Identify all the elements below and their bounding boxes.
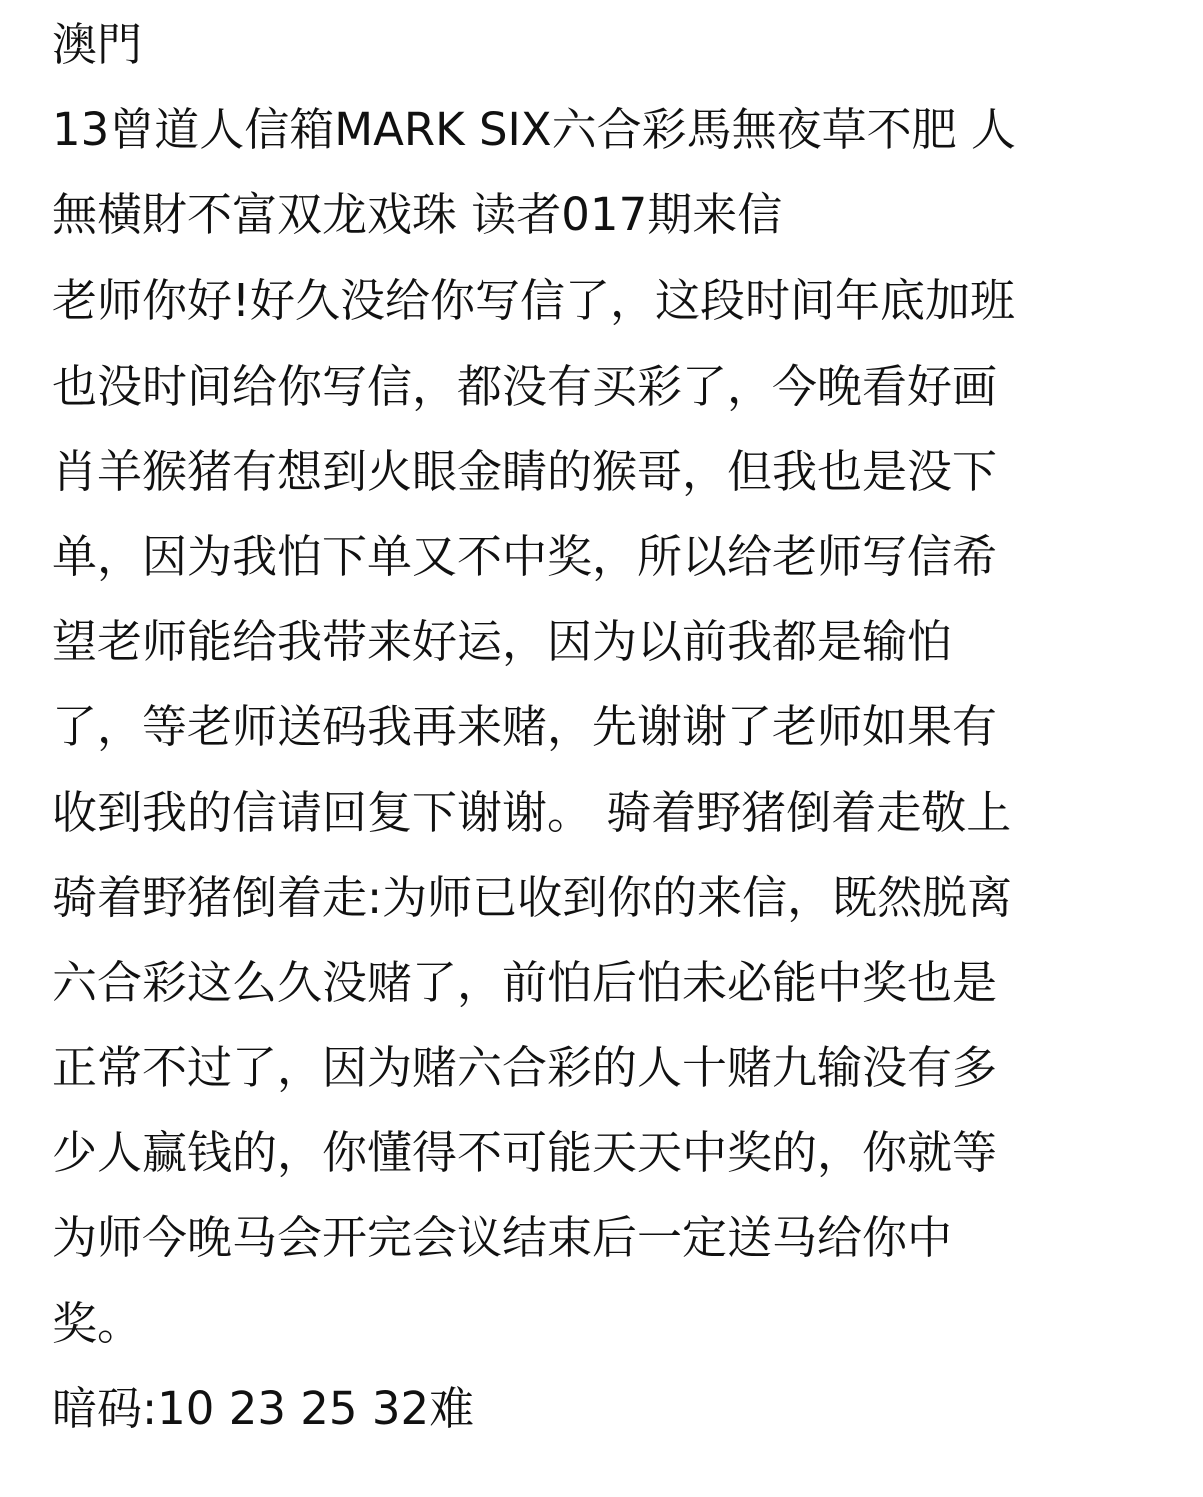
reply-line: 六合彩这么久没赌了，前怕后怕未必能中奖也是 [52, 956, 998, 1009]
location-heading: 澳門 [52, 18, 143, 71]
code-line: 暗码:10 23 25 32难 [52, 1382, 475, 1435]
letter-line: 望老师能给我带来好运，因为以前我都是输怕 [52, 615, 953, 668]
letter-line: 单，因为我怕下单又不中奖，所以给老师写信希 [52, 530, 998, 583]
letter-line: 收到我的信请回复下谢谢。 骑着野猪倒着走敬上 [52, 786, 1012, 839]
title-line-2: 無橫財不富双龙戏珠 读者017期来信 [52, 188, 783, 241]
reply-line: 少人赢钱的，你懂得不可能天天中奖的，你就等 [52, 1126, 998, 1179]
letter-line: 了，等老师送码我再来赌，先谢谢了老师如果有 [52, 700, 998, 753]
reply-line: 为师今晚马会开完会议结束后一定送马给你中 [52, 1211, 953, 1264]
reply-line: 正常不过了，因为赌六合彩的人十赌九输没有多 [52, 1041, 998, 1094]
letter-line: 老师你好!好久没给你写信了，这段时间年底加班 [52, 274, 1016, 327]
title-line-1: 13曾道人信箱MARK SIX六合彩馬無夜草不肥 人 [52, 103, 1016, 156]
letter-line: 也没时间给你写信，都没有买彩了，今晚看好画 [52, 360, 998, 413]
letter-line: 肖羊猴猪有想到火眼金睛的猴哥，但我也是没下 [52, 445, 998, 498]
reply-line: 奖。 [52, 1297, 143, 1350]
reply-line: 骑着野猪倒着走:为师已收到你的来信，既然脱离 [52, 871, 1013, 924]
